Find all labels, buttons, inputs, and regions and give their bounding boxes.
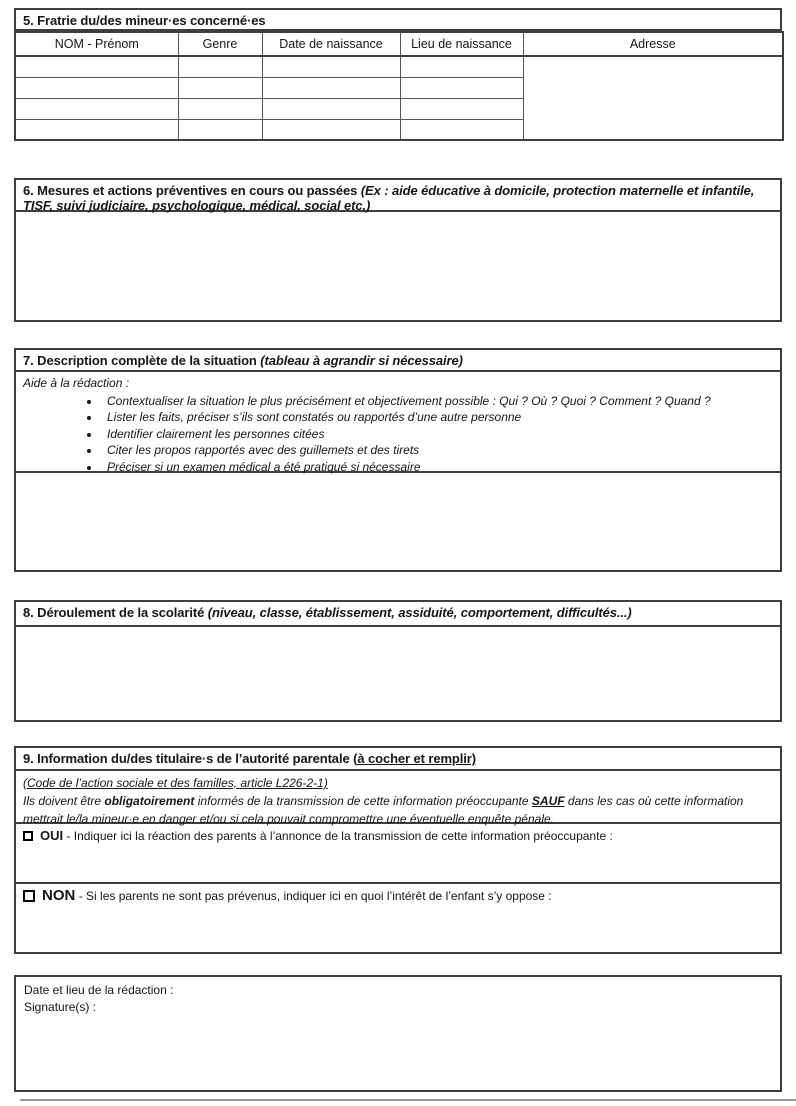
section9-title-text: 9. Information du/des titulaire·s de l’autorité parentale (: [23, 751, 358, 766]
help-item: • Lister les faits, préciser s’ils sont constatés ou rapportés d’une autre personne: [101, 409, 773, 426]
non-checkbox[interactable]: [23, 890, 35, 902]
legal-text: informés de la transmission de cette information préoccupante: [194, 794, 532, 808]
section5-title: 5. Fratrie du/des mineur·es concerné·es: [14, 8, 782, 31]
oui-input-area[interactable]: [23, 844, 773, 874]
section7-input-area[interactable]: [16, 473, 780, 570]
cell-nom[interactable]: [15, 119, 178, 140]
section7-title: [16, 350, 780, 372]
signature-box: [14, 975, 782, 1092]
section7-box: [14, 348, 782, 572]
column-header-lieu-naissance: Lieu de naissance: [400, 32, 523, 56]
legal-text: dans les cas où cette information mettrait le/la mineur·e en danger et/ou si cela pouvait compromettre une éventuelle enquête pénale.: [23, 794, 744, 826]
table-row: [15, 56, 783, 77]
siblings-table: [14, 31, 784, 141]
section6-input-area[interactable]: [16, 212, 780, 320]
non-label: NON: [42, 887, 76, 904]
section8-title: [16, 602, 780, 627]
signature-input-area[interactable]: [24, 1016, 772, 1086]
section9-legal: [16, 771, 780, 824]
section8-title-text: 8. Déroulement de la scolarité: [23, 605, 205, 620]
cell-date-naissance[interactable]: [262, 56, 400, 77]
oui-checkbox[interactable]: [23, 831, 33, 841]
legal-bold-underlined: SAUF: [531, 794, 565, 808]
cell-date-naissance[interactable]: [262, 98, 400, 119]
legal-text: Ils doivent être: [23, 794, 105, 808]
legal-paragraph: [23, 792, 773, 828]
section8-title-hint: (niveau, classe, établissement, assiduité, comportement, difficultés...): [207, 605, 632, 620]
signature-label: Signature(s) :: [24, 1000, 97, 1014]
non-section: [16, 884, 780, 948]
cell-genre[interactable]: [178, 56, 262, 77]
cell-adresse-merged[interactable]: [523, 56, 783, 140]
cell-nom[interactable]: [15, 98, 178, 119]
oui-label: OUI: [40, 828, 64, 843]
date-lieu-label: Date et lieu de la rédaction :: [24, 983, 174, 997]
cell-lieu-naissance[interactable]: [400, 56, 523, 77]
oui-section: [16, 824, 780, 884]
cell-genre[interactable]: [178, 77, 262, 98]
section7-title-hint: (tableau à agrandir si nécessaire): [260, 353, 463, 368]
section8-box: [14, 600, 782, 722]
section6-title: [16, 180, 780, 212]
cell-lieu-naissance[interactable]: [400, 77, 523, 98]
next-box-top-border: [20, 1099, 796, 1101]
non-text: - Si les parents ne sont pas prévenus, indiquer ici en quoi l’intérêt de l’enfant s’y oppose :: [78, 889, 552, 903]
section7-title-text: 7. Description complète de la situation: [23, 353, 257, 368]
section7-help-intro: Aide à la rédaction :: [23, 376, 130, 390]
column-header-genre: Genre: [178, 32, 262, 56]
non-input-area[interactable]: [23, 904, 773, 934]
help-item: • Préciser si un examen médical a été pratiqué si nécessaire: [101, 459, 773, 476]
cell-genre[interactable]: [178, 98, 262, 119]
cell-nom[interactable]: [15, 77, 178, 98]
column-header-adresse: Adresse: [523, 32, 783, 56]
section6-box: [14, 178, 782, 322]
help-item: • Citer les propos rapportés avec des guillemets et des tirets: [101, 442, 773, 459]
legal-bold: obligatoirement: [104, 794, 195, 808]
oui-text: - Indiquer ici la réaction des parents à l’annonce de la transmission de cette information préoccupante :: [66, 829, 613, 843]
section8-input-area[interactable]: [16, 627, 780, 720]
column-header-date-naissance: Date de naissance: [262, 32, 400, 56]
cell-nom[interactable]: [15, 56, 178, 77]
section9-box: [14, 746, 782, 954]
help-item: • Contextualiser la situation le plus précisément et objectivement possible : Qui ? Où ? Quoi ? Comment ? Quand ?: [101, 393, 773, 410]
cell-genre[interactable]: [178, 119, 262, 140]
section7-help: [16, 372, 780, 473]
help-item: • Identifier clairement les personnes citées: [101, 426, 773, 443]
section9-title: [16, 748, 780, 771]
cell-lieu-naissance[interactable]: [400, 98, 523, 119]
cell-lieu-naissance[interactable]: [400, 119, 523, 140]
section6-title-hint: (Ex : aide éducative à domicile, protection maternelle et infantile, TISF, suivi judiciaire, psychologique, médical, social etc.): [23, 183, 755, 213]
cell-date-naissance[interactable]: [262, 77, 400, 98]
cell-date-naissance[interactable]: [262, 119, 400, 140]
section6-title-text: 6. Mesures et actions préventives en cours ou passées: [23, 183, 358, 198]
column-header-nom-prenom: NOM - Prénom: [15, 32, 178, 56]
table-header-row: [15, 32, 783, 56]
legal-reference: (Code de l’action sociale et des familles, article L226-2-1): [23, 776, 328, 790]
section7-help-list: [23, 393, 773, 476]
section9-title-hint: à cocher et remplir): [357, 751, 476, 766]
